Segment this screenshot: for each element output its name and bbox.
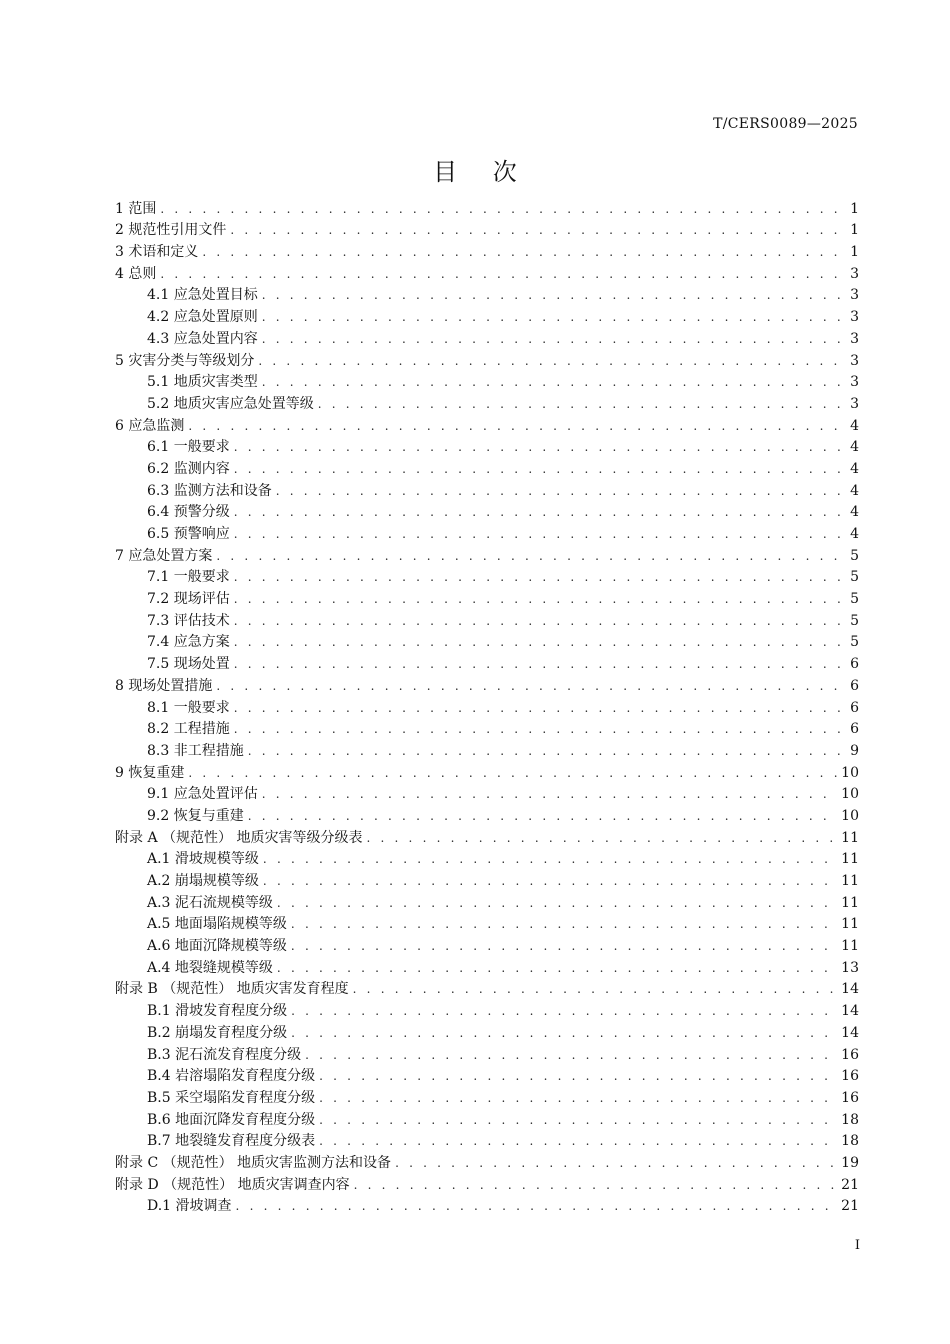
- toc-entry-page: 3: [850, 287, 859, 304]
- toc-entry-page: 14: [841, 981, 859, 998]
- toc-entry-label: B.7 地裂缝发育程度分级表: [147, 1133, 316, 1150]
- toc-entry-label: 4.1 应急处置目标: [147, 287, 258, 304]
- toc-entry-label: 附录 B （规范性） 地质灾害发育程度: [115, 981, 349, 998]
- toc-entry-page: 11: [841, 873, 859, 889]
- toc-entry-label: 8 现场处置措施: [115, 677, 213, 694]
- toc-entry[interactable]: [115, 435, 859, 457]
- dot-leader: [160, 200, 845, 218]
- toc-entry-page: 3: [850, 265, 859, 282]
- toc-entry-page: 5: [850, 547, 859, 564]
- toc-entry-page: 6: [850, 721, 859, 738]
- dot-leader: [291, 915, 837, 933]
- toc-entry-label: 8.1 一般要求: [147, 699, 230, 716]
- toc-entry[interactable]: [115, 543, 859, 565]
- page-title: 目 次: [433, 158, 531, 186]
- toc-entry[interactable]: [115, 1064, 859, 1086]
- dot-leader: [234, 720, 845, 738]
- toc-entry[interactable]: [115, 456, 859, 478]
- dot-leader: [291, 1002, 837, 1020]
- dot-leader: [277, 894, 837, 912]
- toc-entry[interactable]: [115, 695, 859, 717]
- toc-entry-label: A.3 泥石流规模等级: [147, 894, 273, 911]
- toc-entry-label: 1 范围: [115, 200, 157, 217]
- dot-leader: [234, 525, 845, 543]
- dot-leader: [160, 265, 845, 283]
- toc-entry[interactable]: [115, 651, 859, 673]
- toc-entry-page: 3: [850, 352, 859, 369]
- toc-entry-label: B.1 滑坡发育程度分级: [147, 1003, 288, 1020]
- dot-leader: [234, 633, 845, 651]
- toc-entry-page: 4: [850, 417, 859, 434]
- toc-entry-page: 4: [850, 439, 859, 456]
- dot-leader: [319, 1089, 837, 1107]
- toc-entry-label: A.6 地面沉降规模等级: [147, 938, 287, 955]
- dot-leader: [276, 482, 845, 500]
- dot-leader: [263, 872, 837, 890]
- dot-leader: [319, 1111, 837, 1129]
- toc-entry-page: 13: [841, 959, 859, 976]
- toc-entry[interactable]: [115, 1150, 859, 1172]
- toc-entry[interactable]: [115, 717, 859, 739]
- toc-entry-label: 7.4 应急方案: [147, 634, 230, 651]
- dot-leader: [305, 1046, 837, 1064]
- toc-entry-label: 7.3 评估技术: [147, 612, 230, 629]
- toc-entry-label: 4.2 应急处置原则: [147, 309, 258, 326]
- toc-entry[interactable]: [115, 782, 859, 804]
- toc-entry[interactable]: [115, 478, 859, 500]
- toc-entry-label: 7.1 一般要求: [147, 569, 230, 586]
- toc-entry-page: 3: [850, 309, 859, 326]
- toc-entry-page: 10: [841, 764, 859, 781]
- toc-entry[interactable]: [115, 261, 859, 283]
- toc-entry-page: 16: [841, 1089, 859, 1106]
- toc-entry-page: 11: [841, 851, 859, 868]
- toc-entry-label: D.1 滑坡调查: [147, 1198, 232, 1215]
- toc-entry-page: 4: [850, 482, 859, 499]
- toc-entry[interactable]: [115, 239, 859, 261]
- toc-entry-page: 18: [841, 1111, 859, 1128]
- toc-entry-label: A.1 滑坡规模等级: [147, 851, 259, 868]
- toc-entry-page: 5: [850, 569, 859, 586]
- toc-entry-page: 14: [841, 1003, 859, 1020]
- toc-entry-page: 1: [850, 222, 859, 239]
- toc-entry[interactable]: [115, 521, 859, 543]
- toc-entry-page: 6: [850, 656, 859, 673]
- toc-entry-label: 9.1 应急处置评估: [147, 786, 258, 803]
- dot-leader: [277, 959, 837, 977]
- toc-entry-label: 6.2 监测内容: [147, 460, 230, 477]
- toc-entry[interactable]: [115, 304, 859, 326]
- dot-leader: [234, 460, 845, 478]
- dot-leader: [263, 850, 837, 868]
- toc-entry-label: 7.5 现场处置: [147, 656, 230, 673]
- page-number: I: [854, 1238, 860, 1253]
- toc-entry[interactable]: [115, 1042, 859, 1064]
- toc-entry-page: 16: [841, 1046, 859, 1063]
- toc-entry-label: B.5 采空塌陷发育程度分级: [147, 1089, 316, 1106]
- toc-entry-page: 3: [850, 374, 859, 391]
- toc-entry[interactable]: [115, 218, 859, 240]
- toc-entry[interactable]: [115, 868, 859, 890]
- dot-leader: [230, 221, 845, 239]
- table-of-contents: [115, 196, 859, 1215]
- toc-entry-page: 11: [841, 916, 859, 933]
- dot-leader: [234, 590, 845, 608]
- toc-entry[interactable]: [115, 803, 859, 825]
- toc-entry-label: 5.1 地质灾害类型: [147, 374, 258, 391]
- dot-leader: [291, 937, 837, 955]
- toc-entry-label: 4 总则: [115, 265, 157, 282]
- toc-entry-page: 6: [850, 677, 859, 694]
- dot-leader: [395, 1154, 837, 1172]
- dot-leader: [262, 308, 845, 326]
- toc-entry[interactable]: [115, 1085, 859, 1107]
- toc-entry[interactable]: [115, 608, 859, 630]
- toc-entry-page: 6: [850, 699, 859, 716]
- dot-leader: [258, 352, 845, 370]
- toc-entry[interactable]: [115, 196, 859, 218]
- toc-entry[interactable]: [115, 998, 859, 1020]
- dot-leader: [236, 1197, 838, 1215]
- toc-entry[interactable]: [115, 586, 859, 608]
- dot-leader: [202, 243, 845, 261]
- toc-entry-label: 8.3 非工程措施: [147, 742, 244, 759]
- toc-entry-page: 14: [841, 1024, 859, 1041]
- toc-entry-page: 5: [850, 612, 859, 629]
- dot-leader: [354, 1176, 838, 1194]
- toc-entry-label: 9 恢复重建: [115, 764, 185, 781]
- standard-code: T/CERS0089—2025: [713, 116, 858, 132]
- toc-entry-label: 7 应急处置方案: [115, 547, 213, 564]
- dot-leader: [262, 373, 845, 391]
- toc-entry[interactable]: [115, 1107, 859, 1129]
- toc-entry-label: 9.2 恢复与重建: [147, 807, 244, 824]
- toc-entry-label: 7.2 现场评估: [147, 591, 230, 608]
- toc-entry[interactable]: [115, 1129, 859, 1151]
- dot-leader: [366, 829, 837, 847]
- dot-leader: [291, 1024, 837, 1042]
- toc-entry[interactable]: [115, 283, 859, 305]
- toc-entry[interactable]: [115, 738, 859, 760]
- toc-entry-label: 附录 A （规范性） 地质灾害等级分级表: [115, 829, 363, 846]
- dot-leader: [262, 330, 845, 348]
- toc-entry-label: 4.3 应急处置内容: [147, 330, 258, 347]
- toc-entry[interactable]: [115, 1172, 859, 1194]
- dot-leader: [234, 438, 845, 456]
- dot-leader: [188, 764, 837, 782]
- toc-entry-label: 6.1 一般要求: [147, 439, 230, 456]
- toc-entry-page: 5: [850, 591, 859, 608]
- toc-entry[interactable]: [115, 673, 859, 695]
- toc-entry[interactable]: [115, 933, 859, 955]
- dot-leader: [319, 1067, 837, 1085]
- toc-entry-label: 3 术语和定义: [115, 244, 199, 261]
- toc-entry-label: 6.5 预警响应: [147, 526, 230, 542]
- toc-entry-label: A.2 崩塌规模等级: [147, 873, 259, 889]
- dot-leader: [234, 503, 845, 521]
- toc-entry-label: B.6 地面沉降发育程度分级: [147, 1111, 316, 1128]
- toc-entry-page: 10: [841, 807, 859, 824]
- toc-entry-label: 5 灾害分类与等级划分: [115, 352, 255, 369]
- toc-entry-label: 附录 C （规范性） 地质灾害监测方法和设备: [115, 1154, 392, 1171]
- toc-entry-page: 1: [850, 200, 859, 217]
- dot-leader: [234, 699, 845, 717]
- toc-entry-page: 10: [841, 786, 859, 803]
- toc-entry-page: 4: [850, 526, 859, 542]
- toc-entry-label: 2 规范性引用文件: [115, 222, 227, 239]
- toc-entry-page: 19: [841, 1154, 859, 1171]
- toc-entry-page: 5: [850, 634, 859, 651]
- dot-leader: [318, 395, 845, 413]
- dot-leader: [262, 286, 845, 304]
- toc-entry-label: B.2 崩塌发育程度分级: [147, 1024, 288, 1041]
- dot-leader: [234, 655, 845, 673]
- toc-entry[interactable]: [115, 890, 859, 912]
- toc-entry[interactable]: [115, 912, 859, 934]
- toc-entry[interactable]: [115, 391, 859, 413]
- toc-entry-page: 4: [850, 504, 859, 521]
- toc-entry-page: 11: [841, 829, 859, 846]
- toc-entry[interactable]: [115, 977, 859, 999]
- toc-entry[interactable]: [115, 370, 859, 392]
- toc-entry[interactable]: [115, 847, 859, 869]
- dot-leader: [319, 1132, 837, 1150]
- toc-entry[interactable]: [115, 760, 859, 782]
- toc-entry-page: 4: [850, 460, 859, 477]
- toc-entry-page: 11: [841, 938, 859, 955]
- toc-entry[interactable]: [115, 348, 859, 370]
- toc-entry-label: 5.2 地质灾害应急处置等级: [147, 395, 314, 412]
- dot-leader: [234, 612, 845, 630]
- toc-entry-label: 6.3 监测方法和设备: [147, 482, 272, 499]
- dot-leader: [188, 417, 845, 435]
- toc-entry-page: 18: [841, 1133, 859, 1150]
- toc-entry-page: 9: [850, 742, 859, 759]
- toc-entry[interactable]: [115, 825, 859, 847]
- toc-entry[interactable]: [115, 955, 859, 977]
- toc-entry[interactable]: [115, 565, 859, 587]
- toc-entry[interactable]: [115, 413, 859, 435]
- toc-entry-label: A.5 地面塌陷规模等级: [147, 916, 287, 933]
- toc-entry-label: A.4 地裂缝规模等级: [147, 959, 273, 976]
- toc-entry[interactable]: [115, 326, 859, 348]
- toc-entry-page: 21: [841, 1176, 859, 1193]
- toc-entry-label: 8.2 工程措施: [147, 721, 230, 738]
- toc-entry-page: 11: [841, 894, 859, 911]
- toc-entry-label: 附录 D （规范性） 地质灾害调查内容: [115, 1176, 350, 1193]
- toc-entry-label: 6 应急监测: [115, 417, 185, 434]
- dot-leader: [216, 677, 845, 695]
- toc-entry[interactable]: [115, 500, 859, 522]
- dot-leader: [216, 547, 845, 565]
- toc-entry-page: 16: [841, 1068, 859, 1085]
- toc-entry-label: B.4 岩溶塌陷发育程度分级: [147, 1068, 316, 1085]
- toc-entry-page: 1: [850, 244, 859, 261]
- toc-entry[interactable]: [115, 1194, 859, 1216]
- dot-leader: [262, 785, 837, 803]
- toc-entry[interactable]: [115, 630, 859, 652]
- dot-leader: [248, 742, 845, 760]
- toc-entry-page: 3: [850, 395, 859, 412]
- toc-entry-page: 3: [850, 330, 859, 347]
- dot-leader: [248, 807, 837, 825]
- toc-entry-label: 6.4 预警分级: [147, 504, 230, 521]
- toc-entry[interactable]: [115, 1020, 859, 1042]
- toc-entry-label: B.3 泥石流发育程度分级: [147, 1046, 302, 1063]
- toc-entry-page: 21: [841, 1198, 859, 1215]
- dot-leader: [234, 568, 845, 586]
- dot-leader: [353, 980, 838, 998]
